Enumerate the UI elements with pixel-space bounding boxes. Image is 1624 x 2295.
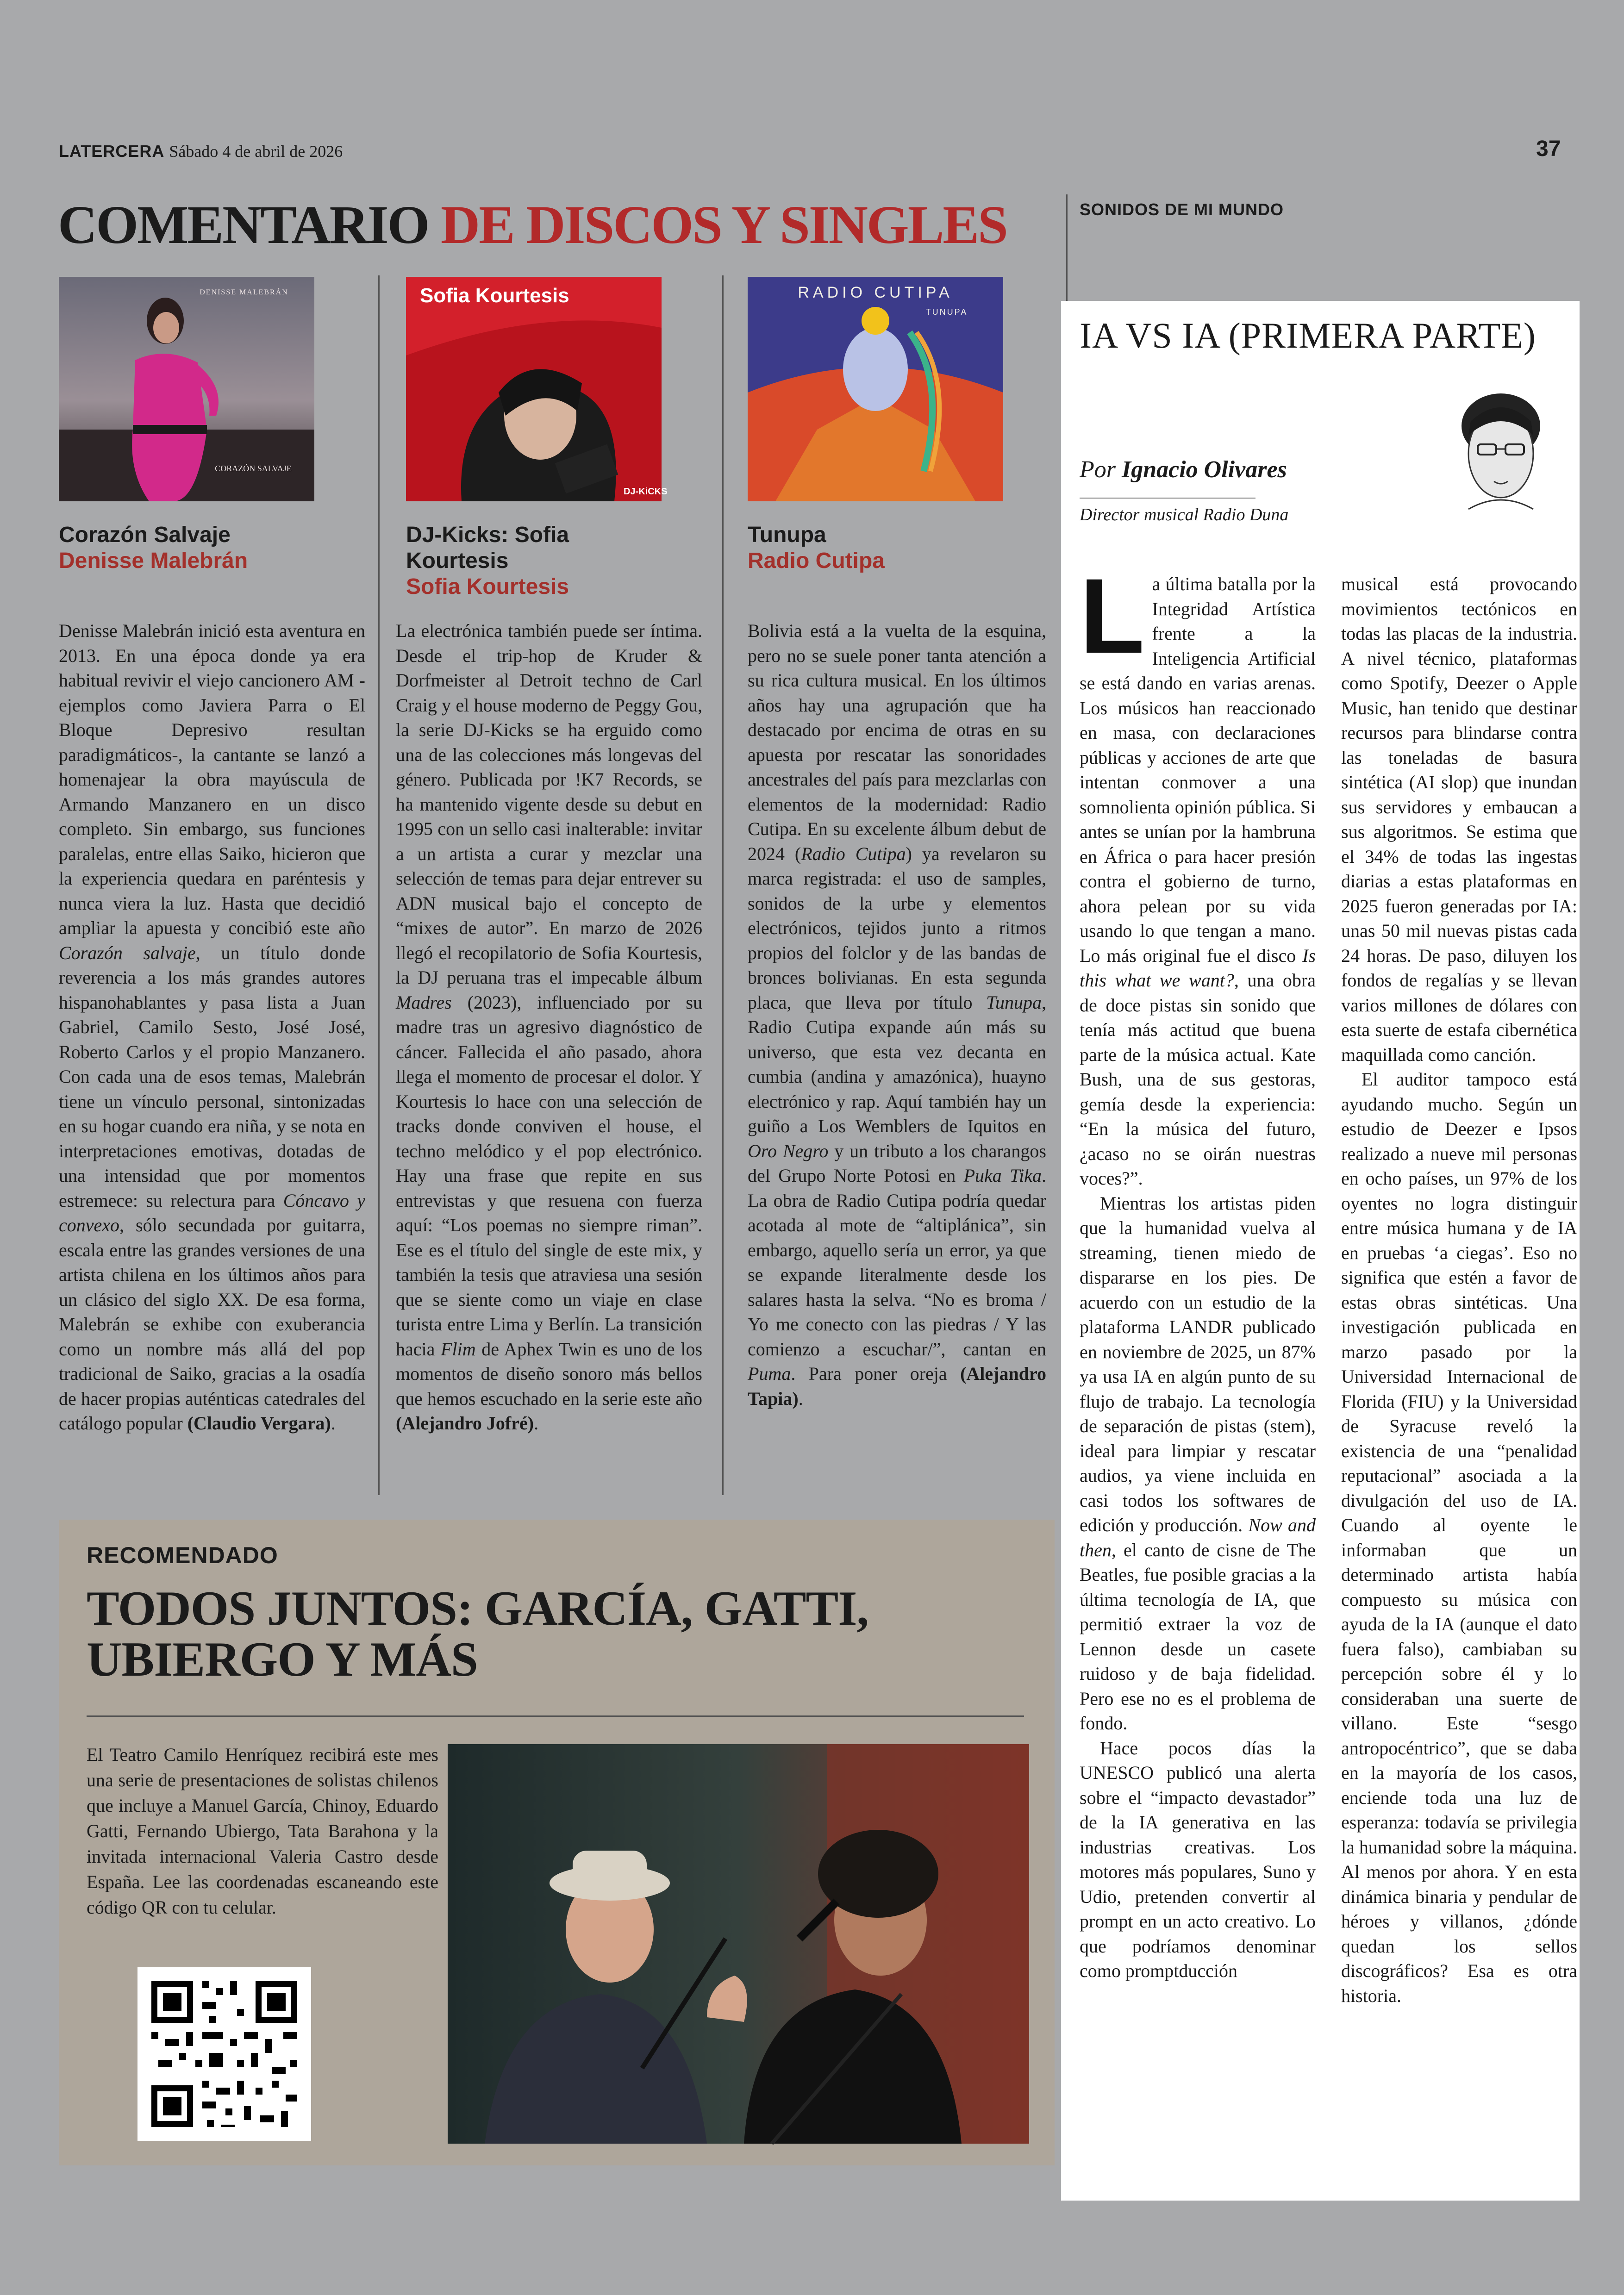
byline-prefix: Por (1080, 456, 1116, 483)
review-body-dj-kicks (396, 618, 702, 1436)
opinion-column-1 (1080, 556, 1316, 1983)
review-author: (Claudio Vergara) (187, 1413, 331, 1434)
opinion-text: , el canto de cisne de The Beatles, fue posible gracias a la última tecnología de IA, que permitió extraer la voz de Lennon desde un casete ruidoso y de baja fidelidad. Pero ese no es el problema de fondo. (1080, 1539, 1316, 1734)
review-text: . (798, 1388, 803, 1409)
recommended-box (59, 1520, 1055, 2165)
review-text: Bolivia está a la vuelta de la esquina, pero no se suele poner tanta atención a su rica cultura musical. En los últimos años hay una agrupación que ha destacado por encima de otras en su apuesta por rescatar las sonoridades ancestrales del país para mezclarlas con elementos de la modernidad: Radio Cutipa. En su excelente álbum debut de 2024 ( (748, 620, 1046, 864)
opinion-text: , una obra de doce pistas sin sonido que tenía más actitud que buena parte de la música actual. Kate Bush, una de sus gestoras, gemía desde la experiencia: “En la música del futuro, ¿acaso no se oirán nuestras voces?”. (1080, 970, 1316, 1189)
section-title-main: COMENTARIO (58, 194, 429, 255)
review-author: (Alejandro Tapia) (748, 1363, 1046, 1409)
opinion-column-2 (1341, 572, 1577, 2008)
recommended-body: El Teatro Camilo Henríquez recibirá este mes una serie de presentaciones de solistas chilenos que incluye a Manuel García, Chinoy, Eduardo Gatti, Fernando Ubiergo, Tata Barahona y la invitada internacional Valeria Castro desde España. Lee las coordenadas escaneando este código QR con tu celular. (87, 1744, 438, 1918)
recommended-title (87, 1583, 874, 1685)
review-text: de Aphex Twin es uno de los momentos de diseño sonoro más bellos que hemos escuchado en la serie este año (396, 1338, 703, 1409)
review-italic: Tunupa (986, 992, 1042, 1013)
review-italic: Oro Negro (748, 1140, 829, 1161)
review-italic: Corazón salvaje (59, 942, 196, 963)
folio (59, 142, 343, 161)
album-artist: Sofia Kourtesis (406, 574, 569, 599)
recommended-title-line: TODOS JUNTOS: GARCÍA, GATTI, (87, 1581, 868, 1635)
review-italic: Puma (748, 1363, 791, 1384)
cover-subtitle: CORAZÓN SALVAJE (215, 464, 292, 473)
review-text: , Radio Cutipa expande aún más su universo, que esta vez decanta en cumbia (andina y amazónica), huayno electrónico y rap. Aquí también hay un guiño a Los Wemblers de Iquitos en (748, 992, 1046, 1136)
cover-artist-label: DENISSE MALEBRÁN (200, 288, 288, 296)
review-italic: Madres (396, 992, 452, 1013)
recommended-kicker: RECOMENDADO (87, 1542, 278, 1568)
review-text: (2023), influenciado por su madre tras un agresivo diagnóstico de cáncer. Fallecida el año pasado, ahora llega el momento de procesar el dolor. Y Kourtesis lo hace con una selección de tracks donde conviven el house, el techno melódico y el pop electrónico. Hay una frase que repite en sus entrevistas y que resuena con fuerza aquí: “Los poemas no siempre riman”. Ese es el título del single de este mix, y también la tesis que atraviesa una sesión que se siente como un viaje en clase turista entre Lima y Berlín. La transición hacia (396, 992, 702, 1360)
cover-artist-label: RADIO CUTIPA (798, 284, 953, 301)
review-text: y un tributo a los charangos del Grupo Norte Potosi en (748, 1140, 1047, 1186)
review-italic: Radio Cutipa (801, 843, 906, 864)
album-title: Corazón Salvaje (59, 523, 231, 547)
divider (87, 1715, 1024, 1717)
brand-name: LATERCERA (59, 142, 165, 161)
opinion-text: Hace pocos días la UNESCO publicó una alerta sobre el “impacto devastador” de la IA generativa en las industrias creativas. Los motores más populares, Suno y Udio, pretenden convertir al prompt en un acto creativo. Lo que podríamos denominar como promptducción (1080, 1737, 1316, 1981)
album-artist: Denisse Malebrán (59, 549, 248, 573)
opinion-italic: Is this what we want? (1080, 945, 1316, 991)
cover-subtitle: TUNUPA (925, 307, 968, 317)
review-text: , un título donde reverencia a los más grandes autores hispanohablantes y pasa lista a Juan Gabriel, Camilo Sesto, José José, Roberto Carlos y el propio Manzanero. Con cada una de esos temas, Malebrán tiene un vínculo personal, sintonizadas en su hogar cuando era niña, y se nota en interpretaciones emotivas, dotadas de una intensidad que por momentos estremece: su relectura para (59, 942, 365, 1211)
review-text: . La obra de Radio Cutipa podría quedar acotada al mote de “altiplánica”, sin embargo, aquello sería un error, ya que se expande literalmente desde los salares hasta la selva. “No es broma / Yo me conecto con las piedras / Y las comienzo a escuchar/”, cantan en (748, 1165, 1046, 1360)
review-italic: Flim (441, 1338, 476, 1360)
album-cover-dj-kicks (406, 277, 668, 501)
review-text: La electrónica también puede ser íntima. Desde el trip-hop de Kruder & Dorfmeister al Detroit techno de Carl Craig y el house moderno de Peggy Gou, la serie DJ-Kicks se ha erguido como una de las colecciones más longevas del género. Publicada por !K7 Records, se ha mantenido vigente desde su debut en 1995 con un sello casi inalterable: invitar a un artista a curar y mezclar una selección de temas para dejar entrever su ADN musical bajo el concepto de “mixes de autor”. En marzo de 2026 llegó el recopilatorio de Sofia Kourtesis, la DJ peruana tras el impecable álbum (396, 620, 702, 988)
review-author: (Alejandro Jofré) (396, 1413, 534, 1434)
review-text: Denisse Malebrán inició esta aventura en 2013. En una época donde ya era habitual revivir el viejo cancionero AM -ejemplos como Javiera Parra o El Bloque Depresivo resultan paradigmáticos-, la cantante se lanzó a homenajear la obra mayúscula de Armando Manzanero en un disco completo. Sin embargo, sus funciones paralelas, entre ellas Saiko, hicieron que la experiencia quedara en paréntesis y nunca viera la luz. Hasta que decidió ampliar la apuesta y concibió este año (59, 620, 365, 938)
opinion-text: Mientras los artistas piden que la humanidad vuelva al streaming, tienen miedo de dispararse en los pies. De acuerdo con un estudio de la plataforma LANDR publicado en noviembre de 2025, un 87% ya usa IA en algún punto de su flujo de trabajo. La tecnología de separación de pistas (stem), ideal para limpiar y rescatar audios, ya viene incluida en casi todos los softwares de edición y producción. (1080, 1192, 1316, 1535)
column-divider (378, 275, 380, 1495)
opinion-title: IA VS IA (PRIMERA PARTE) (1080, 315, 1536, 355)
review-text: ) ya revelaron su marca registrada: el uso de samples, sonidos de la urbe y elementos electrónicos, tejidos junto a ritmos propios del folclor y de las bandas de bronces bolivianas. En esta segunda placa, que lleva por título (748, 843, 1047, 1013)
byline (1080, 456, 1287, 483)
author-portrait (1450, 389, 1552, 514)
column-divider (722, 275, 724, 1495)
cover-subtitle: DJ-KiCKS (624, 486, 668, 497)
author-role: Director musical Radio Duna (1080, 505, 1289, 524)
opinion-text: musical está provocando movimientos tectónicos en todas las placas de la industria. A nivel técnico, plataformas como Spotify, Deezer o Apple Music, han tenido que destinar recursos para blindarse contra las toneladas de basura sintética (AI slop) que inundan sus servidores y embaucan a sus algoritmos. Se estima que el 34% de todas las ingestas diarias a estas plataformas en 2025 fueron generadas por IA: unas 50 mil nuevas pistas cada 24 horas. De paso, diluyen los fondos de regalías y se llevan varios millones de dólares con esta suerte de estafa cibernética maquillada como canción. (1341, 574, 1577, 1065)
review-text: . (534, 1413, 539, 1434)
cover-artist-label: Sofia Kourtesis (420, 284, 569, 307)
opinion-italic: Now and then (1080, 1515, 1316, 1560)
review-italic: Puka Tika (963, 1165, 1042, 1186)
page-number: 37 (1536, 137, 1561, 161)
album-cover-tunupa (748, 277, 1003, 501)
section-title-accent: DE DISCOS Y SINGLES (440, 194, 1007, 255)
concert-photo (448, 1744, 1029, 2144)
byline-author: Ignacio Olivares (1122, 456, 1287, 483)
album-title: DJ-Kicks: Sofia Kourtesis (406, 523, 569, 573)
album-cover-corazon-salvaje (59, 277, 314, 501)
opinion-text: El auditor tampoco está ayudando mucho. Según un estudio de Deezer e Ipsos realizado a nueve mil personas en ocho países, un 97% de los oyentes no logra distinguir entre música humana y de IA en pruebas ‘a ciegas’. Eso no significa que estén a favor de estas obras sintéticas. Una investigación publicada en marzo pasado por la Universidad Internacional de Florida (FIU) y la Universidad de Syracuse reveló la existencia de una “penalidad reputacional” asociada a la divulgación del uso de IA. Cuando al oyente le informaban que un determinado artista había compuesto su música con ayuda de la IA (aunque el dato fuera falso), cambiaban su percepción sobre él y lo consideraban una suerte de villano. Este “sesgo antropocéntrico”, que se daba en la mayoría de los casos, enciende toda una luz de esperanza: todavía se privilegia la humanidad sobre la máquina. Al menos por ahora. Y en esta dinámica binaria y pendular de héroes y villanos, ¿dónde quedan los sellos discográficos? Esa es otra historia. (1341, 1069, 1577, 2006)
album-title: Tunupa (748, 523, 826, 547)
opinion-panel (1061, 301, 1580, 2201)
review-text: , sólo secundada por guitarra, escala entre las grandes versiones de una artista chilena en los últimos años para un clásico del siglo XX. De esa forma, Malebrán se exhibe con exuberancia como un nombre más allá del pop tradicional de Saiko, gracias a la osadía de hacer propias auténticas catedrales del catálogo popular (59, 1215, 365, 1434)
section-title (58, 193, 1007, 256)
album-artist: Radio Cutipa (748, 549, 885, 573)
review-italic: Cóncavo y convexo (59, 1190, 365, 1235)
issue-date: Sábado 4 de abril de 2026 (169, 142, 343, 161)
recommended-title-line: UBIERGO Y MÁS (87, 1632, 478, 1686)
divider (1080, 498, 1255, 499)
qr-code[interactable] (137, 1967, 311, 2141)
review-body-corazon-salvaje (59, 618, 365, 1436)
review-text: . (331, 1413, 336, 1434)
column-kicker: SONIDOS DE MI MUNDO (1080, 200, 1284, 219)
drop-cap: L (1080, 556, 1145, 675)
review-text: . Para poner oreja (791, 1363, 961, 1384)
review-body-tunupa (748, 618, 1046, 1411)
opinion-text: a última batalla por la Integridad Artística frente a la Inteligencia Artificial se está dando en varias arenas. Los músicos han reaccionado en masa, con declaraciones públicas y acciones de arte que intentan conmover a una somnolienta opinión pública. Si antes se unían por la hambruna en África o para hacer presión contra el gobierno de turno, ahora pelean por su vida usando lo que tengan a mano. Lo más original fue el disco (1080, 574, 1316, 966)
